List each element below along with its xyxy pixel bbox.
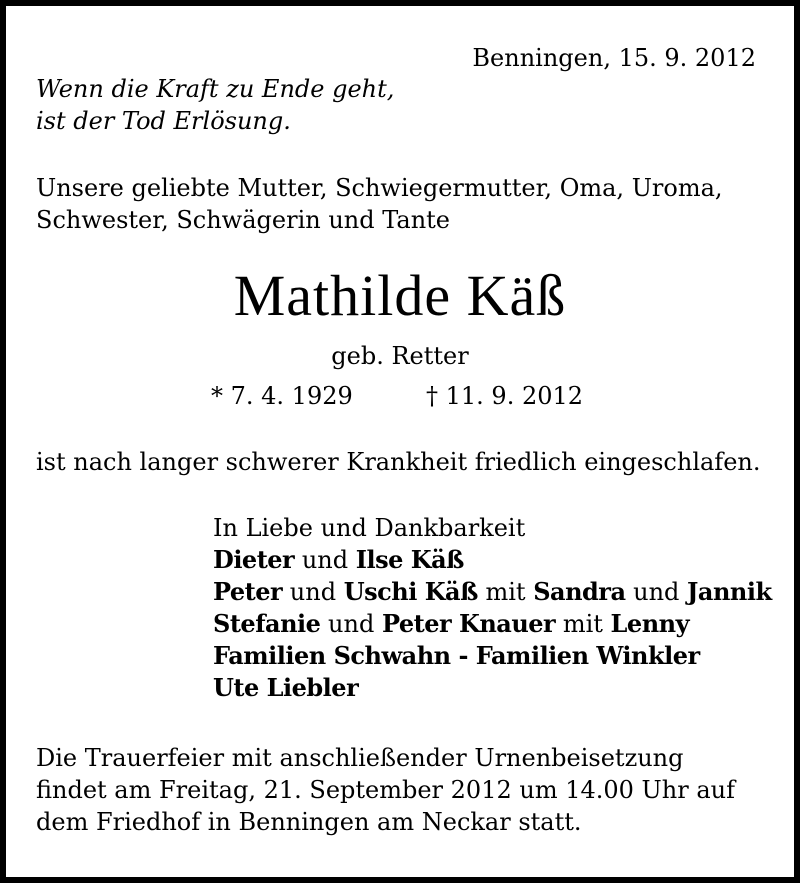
place-date: Benningen, 15. 9. 2012: [472, 44, 756, 72]
death-date: † 11. 9. 2012: [426, 382, 584, 410]
motto: [36, 73, 394, 137]
service-line: Die Trauerfeier mit anschließender Urnenbeisetzung: [36, 744, 684, 772]
mourner-name: Dieter: [213, 545, 295, 574]
mourner-line: [213, 672, 772, 704]
intro-line: Schwester, Schwägerin und Tante: [36, 206, 450, 234]
mourner-name: Jannik: [687, 577, 772, 606]
mourner-line: [213, 640, 772, 672]
service-info: [36, 742, 735, 838]
mourner-name: Lenny: [610, 609, 690, 638]
connector-text: mit: [477, 578, 534, 606]
maiden-name: geb. Retter: [331, 342, 469, 370]
mourner-line: [213, 544, 772, 576]
intro-line: Unsere geliebte Mutter, Schwiegermutter, Oma, Uroma,: [36, 174, 723, 202]
mourner-line: [213, 576, 772, 608]
mourner-name: Familien Schwahn - Familien Winkler: [213, 641, 700, 670]
connector-text: und: [294, 546, 356, 574]
mourner-name: Stefanie: [213, 609, 321, 638]
birth-date: * 7. 4. 1929: [211, 382, 353, 410]
mourner-name: Ute Liebler: [213, 673, 359, 702]
mourner-name: Ilse Käß: [355, 545, 464, 574]
intro-text: [36, 172, 723, 236]
mourners-block: [213, 512, 772, 704]
passing-statement: ist nach langer schwerer Krankheit friedlich eingeschlafen.: [36, 448, 761, 476]
service-line: findet am Freitag, 21. September 2012 um 14.00 Uhr auf: [36, 776, 735, 804]
service-line: dem Friedhof in Benningen am Neckar statt.: [36, 808, 582, 836]
connector-text: mit: [555, 610, 611, 638]
mourners-heading: In Liebe und Dankbarkeit: [213, 514, 526, 542]
mourner-name: Sandra: [533, 577, 626, 606]
deceased-name: Mathilde Käß: [233, 263, 567, 328]
mourner-name: Peter: [213, 577, 283, 606]
mourner-name: Peter Knauer: [381, 609, 556, 638]
motto-line: Wenn die Kraft zu Ende geht,: [36, 75, 395, 103]
connector-text: und: [625, 578, 688, 606]
mourner-name: Uschi Käß: [343, 577, 478, 606]
connector-text: und: [282, 578, 344, 606]
motto-line: ist der Tod Erlösung.: [36, 107, 291, 135]
connector-text: und: [320, 610, 382, 638]
mourner-line: [213, 608, 772, 640]
